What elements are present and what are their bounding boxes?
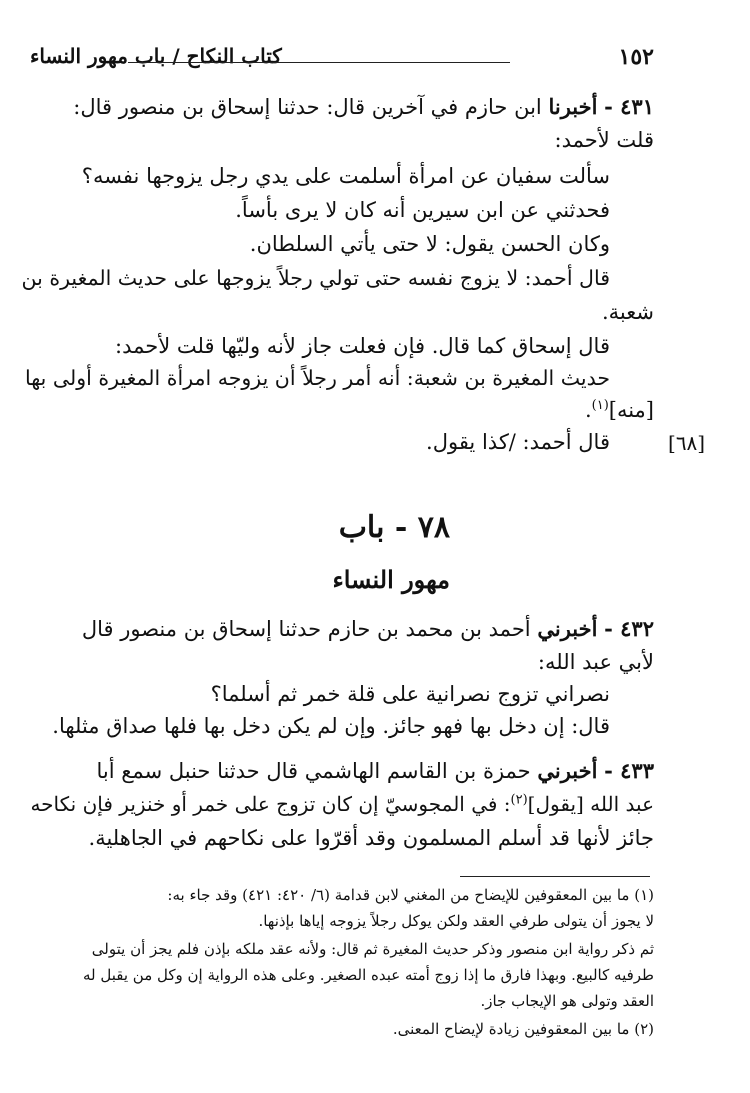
footnote-1-number: (١) bbox=[634, 886, 654, 904]
footnote-2-text: ما بين المعقوفين زيادة لإيضاح المعنى. bbox=[392, 1020, 630, 1038]
entry-433-line-2-start: عبد الله [يقول] bbox=[527, 792, 654, 816]
margin-page-ref: [٦٨] bbox=[668, 431, 706, 455]
header-rule bbox=[128, 62, 510, 63]
entry-431-line-2: قلت لأحمد: bbox=[554, 128, 654, 152]
page-number: ١٥٢ bbox=[618, 44, 654, 70]
entry-431-line-1 bbox=[73, 94, 654, 119]
footnote-1-line-1 bbox=[167, 886, 654, 904]
entry-431-lead: أخبرنا bbox=[548, 94, 598, 119]
footnote-ref-2: (٢) bbox=[510, 792, 528, 808]
entry-433-number: ٤٣٣ - bbox=[604, 758, 654, 783]
entry-431-line-7: شعبة. bbox=[602, 300, 654, 324]
entry-431-line-11: قال أحمد: /كذا يقول. bbox=[426, 430, 610, 454]
entry-432-line-4: قال: إن دخل بها فهو جائز. وإن لم يكن دخل بها فلها صداق مثلها. bbox=[52, 714, 610, 738]
entry-432-lead: أخبرني bbox=[537, 616, 598, 641]
entry-431-line-5: وكان الحسن يقول: لا حتى يأتي السلطان. bbox=[249, 232, 610, 256]
entry-433-line-1 bbox=[97, 758, 655, 783]
entry-433-line-2 bbox=[30, 792, 654, 816]
entry-432-line-1 bbox=[82, 616, 654, 641]
entry-431-text: ابن حازم في آخرين قال: حدثنا إسحاق بن منصور قال: bbox=[73, 95, 542, 119]
running-header-title: كتاب النكاح / باب مهور النساء bbox=[30, 44, 282, 68]
entry-431-number: ٤٣١ - bbox=[604, 94, 654, 119]
entry-433-line-3: جائز لأنها قد أسلم المسلمون وقد أقرّوا على نكاحهم في الجاهلية. bbox=[88, 826, 654, 850]
footnote-2-line-1 bbox=[393, 1020, 654, 1038]
footnote-1-line-4: طرفيه كالبيع. وبهذا فارق ما إذا زوج أمته عبده الصغير. وعلى هذه الرواية إن وكل من يقبل له bbox=[82, 966, 654, 984]
entry-433-lead: أخبرني bbox=[537, 758, 598, 783]
entry-432-number: ٤٣٢ - bbox=[604, 616, 654, 641]
footnote-1-line-3: ثم ذكر رواية ابن منصور وذكر حديث المغيرة ثم قال: ولأنه عقد ملكه بإذن فلم يجز أن يتولى bbox=[91, 940, 654, 958]
footnote-ref-1: (١) bbox=[591, 398, 609, 413]
footnote-1-text: ما بين المعقوفين للإيضاح من المغني لابن قدامة (٦/ ٤٢٠: ٤٢١) وقد جاء به: bbox=[167, 886, 630, 904]
entry-431-period: . bbox=[584, 398, 592, 422]
chapter-subheading: مهور النساء bbox=[332, 565, 450, 594]
entry-431-line-3: سألت سفيان عن امرأة أسلمت على يدي رجل يزوجها نفسه؟ bbox=[81, 164, 610, 188]
entry-431-line-4: فحدثني عن ابن سيرين أنه كان لا يرى بأساً. bbox=[235, 198, 610, 222]
footnote-1-line-2: لا يجوز أن يتولى طرفي العقد ولكن يوكل رجلاً يزوجه إياها بإذنها. bbox=[258, 912, 654, 930]
footnote-2-number: (٢) bbox=[634, 1020, 654, 1038]
entry-431-line-9: حديث المغيرة بن شعبة: أنه أمر رجلاً أن يزوجه امرأة المغيرة أولى بها bbox=[24, 366, 610, 390]
chapter-heading: ٧٨ - باب bbox=[338, 510, 450, 545]
entry-431-line-8: قال إسحاق كما قال. فإن فعلت جاز لأنه وليّها قلت لأحمد: bbox=[115, 334, 610, 358]
footnote-rule bbox=[460, 876, 650, 877]
footnote-1-line-5: العقد وتولى هو الإيجاب جاز. bbox=[480, 992, 654, 1010]
entry-432-line-2: لأبي عبد الله: bbox=[537, 650, 654, 674]
entry-431-bracket-text: [منه] bbox=[608, 398, 654, 422]
entry-433-text: حمزة بن القاسم الهاشمي قال حدثنا حنبل سمع أبا bbox=[96, 759, 531, 783]
entry-433-line-2-end: : في المجوسيّ إن كان تزوج على خمر أو خنزير فإن نكاحه bbox=[30, 792, 511, 816]
entry-432-line-3: نصراني تزوج نصرانية على قلة خمر ثم أسلما؟ bbox=[210, 682, 610, 706]
entry-431-line-10 bbox=[585, 398, 654, 422]
entry-431-line-6: قال أحمد: لا يزوج نفسه حتى تولي رجلاً يزوجها على حديث المغيرة بن bbox=[21, 266, 610, 290]
entry-432-text: أحمد بن محمد بن حازم حدثنا إسحاق بن منصور قال bbox=[81, 617, 531, 641]
